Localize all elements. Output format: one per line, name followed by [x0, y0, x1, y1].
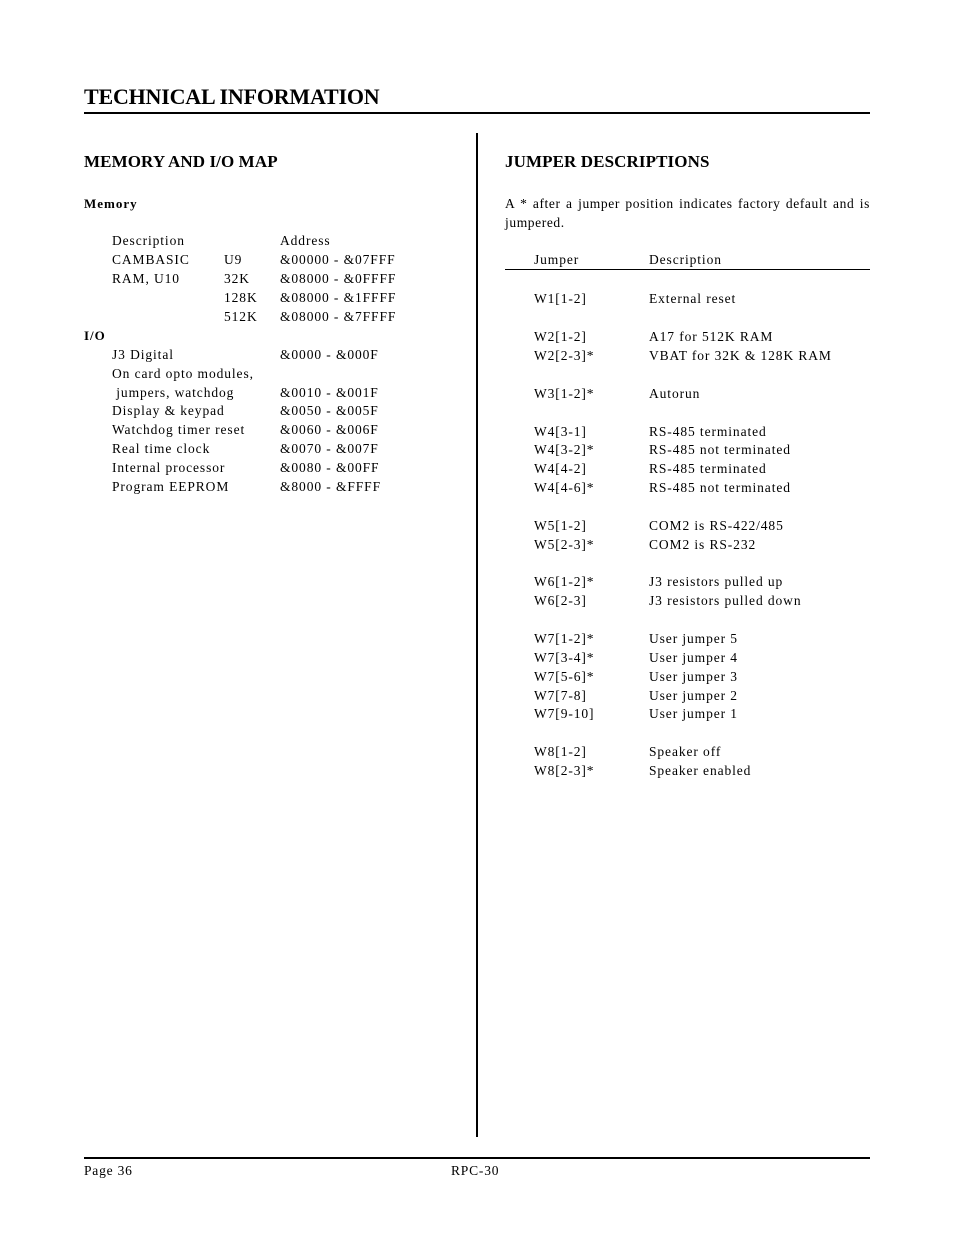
jumper-row-id: W8[1-2]: [534, 744, 587, 759]
io-row-address: &0070 - &007F: [280, 441, 379, 456]
footer-rule: [84, 1157, 870, 1159]
jumper-row-id: W8[2-3]*: [534, 763, 595, 778]
memory-row-address: &08000 - &1FFFF: [280, 290, 397, 305]
io-row-address: &0010 - &001F: [280, 385, 379, 400]
io-row-description: Watchdog timer reset: [112, 422, 246, 437]
jumper-row-id: W7[3-4]*: [534, 650, 595, 665]
jumper-row-description: A17 for 512K RAM: [649, 329, 774, 344]
jumper-col-description: Description: [649, 252, 722, 267]
jumper-row-id: W2[1-2]: [534, 329, 587, 344]
jumper-row-description: RS-485 not terminated: [649, 442, 791, 457]
memory-row-address: &00000 - &07FFF: [280, 252, 396, 267]
jumper-row-description: User jumper 4: [649, 650, 738, 665]
jumper-row-description: COM2 is RS-422/485: [649, 518, 784, 533]
memory-subheading: Memory: [84, 196, 138, 211]
memory-col-description: Description: [112, 233, 185, 248]
io-subheading: I/O: [84, 328, 106, 343]
io-row-address: &0080 - &00FF: [280, 460, 380, 475]
io-row-description: Program EEPROM: [112, 479, 230, 494]
jumper-row-id: W1[1-2]: [534, 291, 587, 306]
jumper-row-description: J3 resistors pulled up: [649, 574, 784, 589]
column-divider: [476, 133, 478, 1137]
io-row-description: jumpers, watchdog: [112, 385, 235, 400]
jumper-row-id: W3[1-2]*: [534, 386, 595, 401]
memory-row-part: 512K: [224, 309, 258, 324]
jumper-row-description: Speaker enabled: [649, 763, 752, 778]
jumper-row-id: W4[3-1]: [534, 424, 587, 439]
io-row-description: Internal processor: [112, 460, 226, 475]
jumper-row-description: Autorun: [649, 386, 701, 401]
io-row-description: On card opto modules,: [112, 366, 254, 381]
jumper-col-jumper: Jumper: [534, 252, 580, 267]
io-row-address: &0000 - &000F: [280, 347, 379, 362]
jumper-descriptions-heading: JUMPER DESCRIPTIONS: [505, 152, 710, 171]
jumper-row-id: W6[2-3]: [534, 593, 587, 608]
jumper-row-description: User jumper 2: [649, 688, 738, 703]
memory-map-heading: MEMORY AND I/O MAP: [84, 152, 278, 171]
jumper-row-id: W4[4-2]: [534, 461, 587, 476]
jumper-row-description: VBAT for 32K & 128K RAM: [649, 348, 832, 363]
jumper-row-id: W7[9-10]: [534, 706, 595, 721]
io-row-description: Display & keypad: [112, 403, 225, 418]
document-name: RPC-30: [451, 1163, 500, 1178]
jumper-row-description: RS-485 not terminated: [649, 480, 791, 495]
memory-row-part: U9: [224, 252, 243, 267]
jumper-row-description: RS-485 terminated: [649, 424, 767, 439]
jumper-header-rule: [505, 269, 870, 270]
jumper-row-id: W5[1-2]: [534, 518, 587, 533]
jumper-intro-text: A * after a jumper position indicates factory default and is jumpered.: [505, 196, 870, 230]
memory-row-part: 32K: [224, 271, 250, 286]
jumper-row-description: COM2 is RS-232: [649, 537, 757, 552]
jumper-row-id: W2[2-3]*: [534, 348, 595, 363]
memory-row-description: CAMBASIC: [112, 252, 190, 267]
jumper-row-description: Speaker off: [649, 744, 722, 759]
io-row-address: &8000 - &FFFF: [280, 479, 381, 494]
memory-row-part: 128K: [224, 290, 258, 305]
io-row-description: Real time clock: [112, 441, 211, 456]
io-row-description: J3 Digital: [112, 347, 174, 362]
jumper-row-description: J3 resistors pulled down: [649, 593, 802, 608]
jumper-row-id: W7[5-6]*: [534, 669, 595, 684]
page-number: Page 36: [84, 1163, 133, 1178]
jumper-row-id: W4[3-2]*: [534, 442, 595, 457]
io-row-address: &0050 - &005F: [280, 403, 379, 418]
jumper-row-description: User jumper 3: [649, 669, 738, 684]
jumper-row-description: User jumper 1: [649, 706, 738, 721]
jumper-row-description: RS-485 terminated: [649, 461, 767, 476]
jumper-row-id: W6[1-2]*: [534, 574, 595, 589]
memory-row-description: RAM, U10: [112, 271, 180, 286]
jumper-row-id: W4[4-6]*: [534, 480, 595, 495]
jumper-row-description: External reset: [649, 291, 737, 306]
memory-col-address: Address: [280, 233, 331, 248]
memory-row-address: &08000 - &0FFFF: [280, 271, 397, 286]
jumper-row-id: W7[1-2]*: [534, 631, 595, 646]
io-row-address: &0060 - &006F: [280, 422, 379, 437]
title-rule: [84, 112, 870, 114]
jumper-row-description: User jumper 5: [649, 631, 738, 646]
page-title: TECHNICAL INFORMATION: [84, 84, 380, 109]
jumper-row-id: W7[7-8]: [534, 688, 587, 703]
jumper-row-id: W5[2-3]*: [534, 537, 595, 552]
memory-row-address: &08000 - &7FFFF: [280, 309, 397, 324]
